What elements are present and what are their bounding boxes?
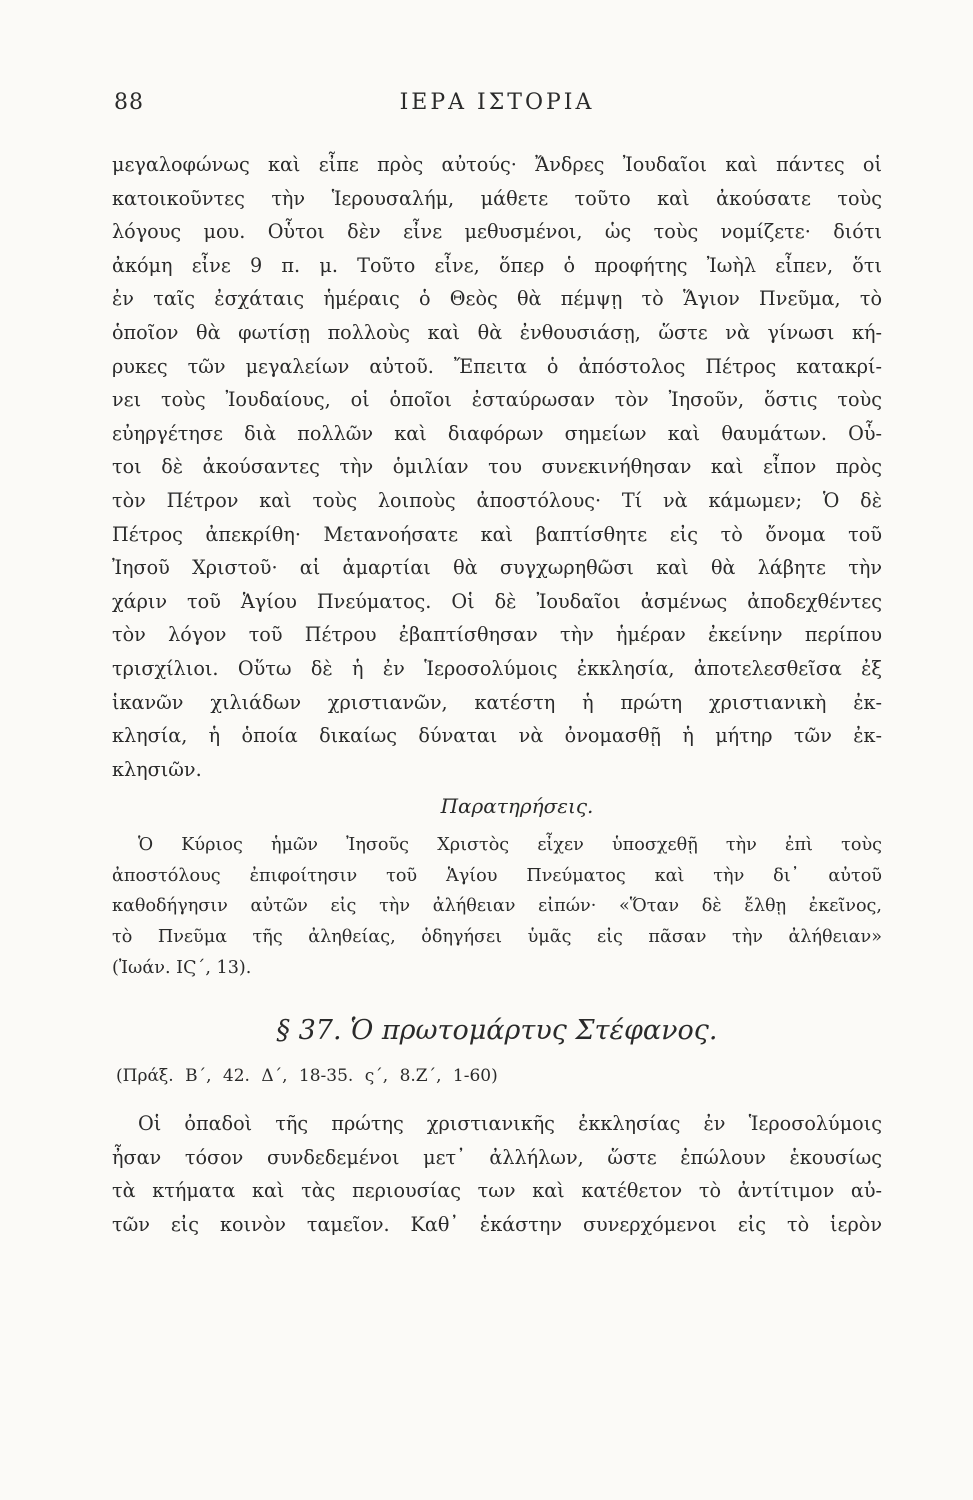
note-line: Ὁ Κύριος ἡμῶν Ἰησοῦς Χριστὸς εἶχεν ὑποσχεθῇ τὴν ἐπὶ τοὺς: [138, 835, 882, 856]
text-line: τρισχίλιοι. Οὕτω δὲ ἡ ἐν Ἱεροσολύμοις ἐκκλησία, ἀποτελεσθεῖσα ἐξ: [112, 656, 882, 680]
text-line: τῶν εἰς κοινὸν ταμεῖον. Καθ᾽ ἑκάστην συνερχόμενοι εἰς τὸ ἱερὸν: [112, 1213, 882, 1237]
text-line: κλησιῶν.: [112, 757, 202, 781]
note-line: τὸ Πνεῦμα τῆς ἀληθείας, ὁδηγήσει ὑμᾶς εἰς πᾶσαν τὴν ἀλήθειαν»: [112, 927, 882, 948]
text-line: λόγους μου. Οὗτοι δὲν εἶνε μεθυσμένοι, ὡς τοὺς νομίζετε· διότι: [112, 220, 882, 244]
note-line: (Ἰωάν. ΙϚ΄, 13).: [112, 957, 252, 978]
text-line: ὁποῖον θὰ φωτίσῃ πολλοὺς καὶ θὰ ἐνθουσιάσῃ, ὥστε νὰ γίνωσι κή-: [112, 320, 882, 344]
text-line: ἱκανῶν χιλιάδων χριστιανῶν, κατέστη ἡ πρώτη χριστιανικὴ ἐκ-: [112, 690, 882, 714]
text-line: νει τοὺς Ἰουδαίους, οἱ ὁποῖοι ἐσταύρωσαν τὸν Ἰησοῦν, ὅστις τοὺς: [112, 388, 882, 412]
text-line: ἦσαν τόσον συνδεδεμένοι μετ᾽ ἀλλήλων, ὥστε ἐπώλουν ἑκουσίως: [112, 1145, 882, 1169]
text-line: Οἱ ὀπαδοὶ τῆς πρώτης χριστιανικῆς ἐκκλησίας ἐν Ἱεροσολύμοις: [138, 1112, 882, 1136]
observations-note: [112, 830, 882, 983]
text-line: ἀκόμη εἶνε 9 π. μ. Τοῦτο εἶνε, ὅπερ ὁ προφήτης Ἰωὴλ εἶπεν, ὅτι: [112, 253, 882, 277]
text-line: τὰ κτήματα καὶ τὰς περιουσίας των καὶ κατέθετον τὸ ἀντίτιμον αὐ-: [112, 1179, 882, 1203]
book-title: ΙΕΡΑ ΙΣΤΟΡΙΑ: [399, 90, 595, 115]
text-line: Πέτρος ἀπεκρίθη· Μετανοήσατε καὶ βαπτίσθητε εἰς τὸ ὄνομα τοῦ: [112, 522, 882, 546]
text-line: ρυκες τῶν μεγαλείων αὐτοῦ. Ἔπειτα ὁ ἀπόστολος Πέτρος κατακρί-: [112, 354, 882, 378]
text-line: μεγαλοφώνως καὶ εἶπε πρὸς αὐτούς· Ἄνδρες Ἰουδαῖοι καὶ πάντες οἱ: [112, 153, 882, 176]
page-number: 88: [114, 90, 144, 115]
note-line: ἀποστόλους ἐπιφοίτησιν τοῦ Ἁγίου Πνεύματος καὶ τὴν δι᾽ αὐτοῦ: [112, 865, 882, 886]
note-line: καθοδήγησιν αὐτῶν εἰς τὴν ἀλήθειαν εἰπών· «Ὅταν δὲ ἔλθῃ ἐκεῖνος,: [112, 896, 882, 917]
section-paragraph: [112, 1107, 882, 1241]
scripture-references: (Πράξ. Β΄, 42. Δ΄, 18-35. ς΄, 8.Ζ΄, 1-60): [116, 1066, 498, 1087]
book-page: [112, 80, 882, 1242]
observations-heading: Παρατηρήσεις.: [440, 794, 594, 819]
text-line: χάριν τοῦ Ἁγίου Πνεύματος. Οἱ δὲ Ἰουδαῖοι ἀσμένως ἀποδεχθέντες: [112, 589, 882, 613]
running-head: [112, 80, 882, 120]
text-line: τὸν Πέτρον καὶ τοὺς λοιποὺς ἀποστόλους· Τί νὰ κάμωμεν; Ὁ δὲ: [112, 488, 882, 512]
text-line: κατοικοῦντες τὴν Ἱερουσαλήμ, μάθετε τοῦτο καὶ ἀκούσατε τοὺς: [112, 186, 882, 210]
main-paragraph: [112, 148, 882, 786]
text-line: τὸν λόγον τοῦ Πέτρου ἐβαπτίσθησαν τὴν ἡμέραν ἐκείνην περίπου: [112, 623, 882, 647]
text-line: ἐν ταῖς ἐσχάταις ἡμέραις ὁ Θεὸς θὰ πέμψῃ τὸ Ἅγιον Πνεῦμα, τὸ: [112, 287, 882, 311]
text-line: τοι δὲ ἀκούσαντες τὴν ὁμιλίαν του συνεκινήθησαν καὶ εἶπον πρὸς: [112, 455, 882, 479]
text-line: εὐηργέτησε διὰ πολλῶν καὶ διαφόρων σημείων καὶ θαυμάτων. Οὗ-: [112, 421, 882, 445]
text-line: κλησία, ἡ ὁποία δικαίως δύναται νὰ ὀνομασθῇ ἡ μήτηρ τῶν ἐκ-: [112, 724, 882, 748]
text-line: Ἰησοῦ Χριστοῦ· αἱ ἁμαρτίαι θὰ συγχωρηθῶσι καὶ θὰ λάβητε τὴν: [112, 556, 882, 580]
section-heading: § 37. Ὁ πρωτομάρτυς Στέφανος.: [276, 1015, 718, 1047]
